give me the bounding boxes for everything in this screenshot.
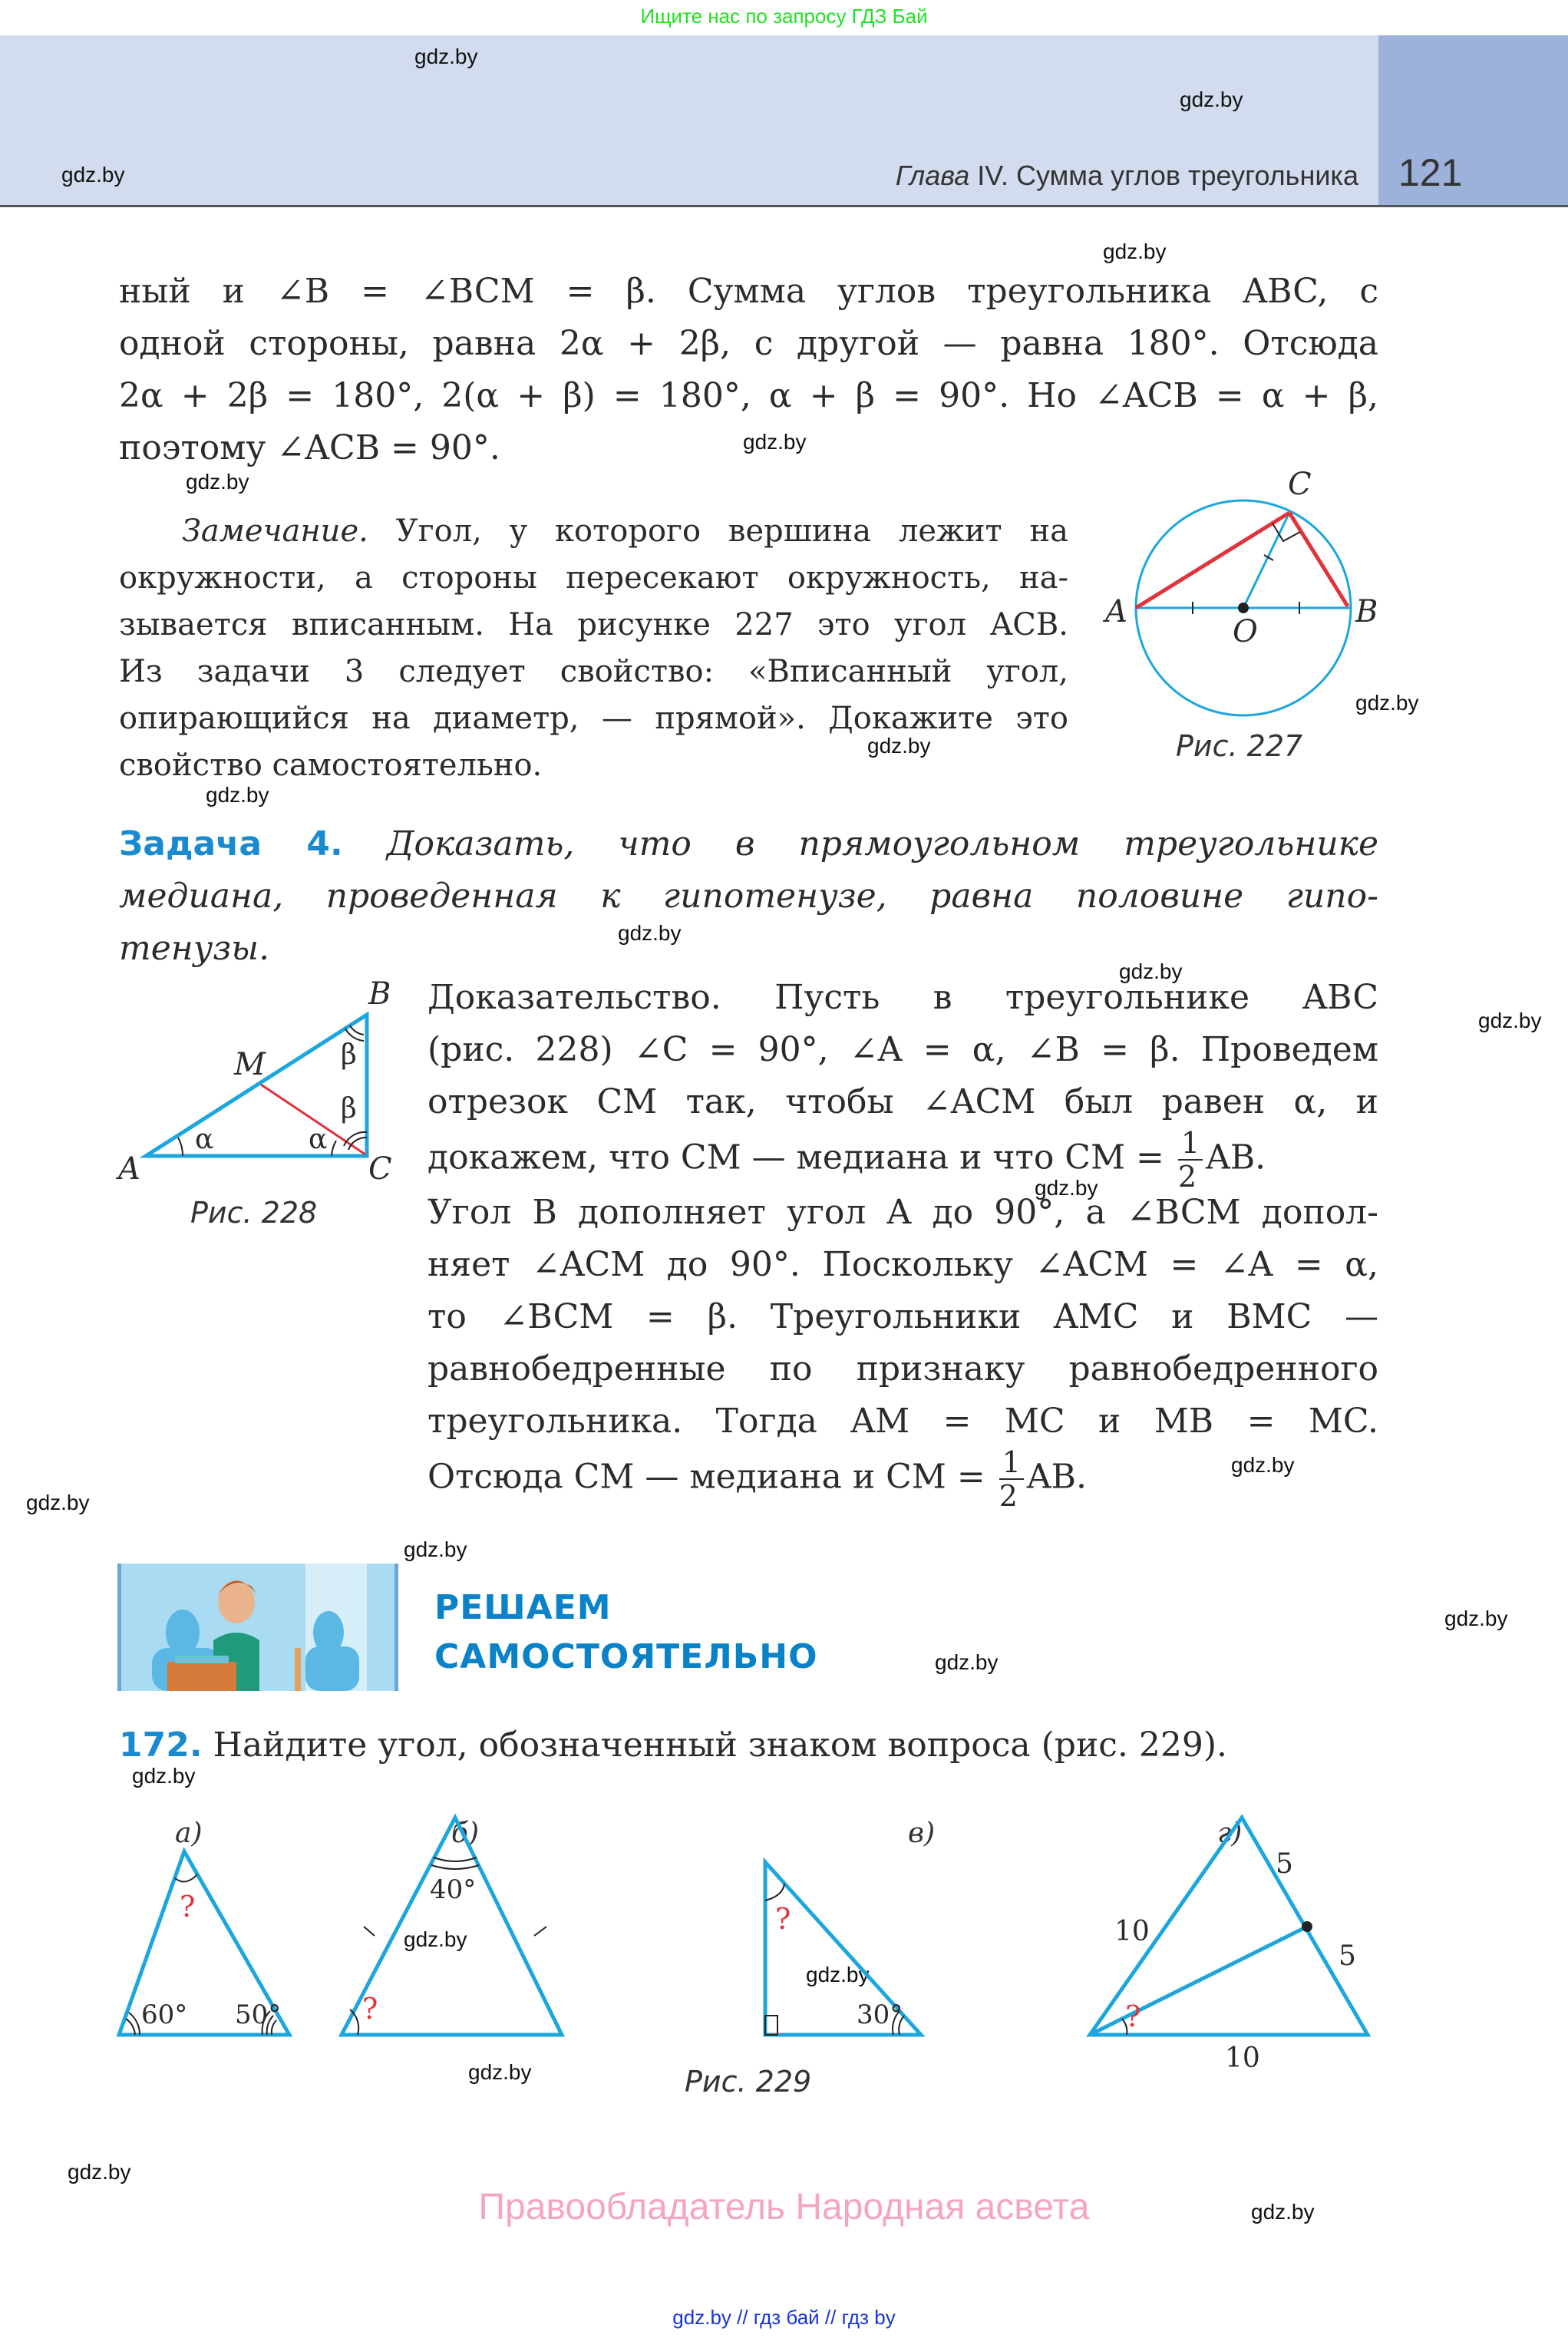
svg-text:O: O (1233, 614, 1258, 649)
watermark: gdz.by (206, 783, 269, 807)
figure-caption: Рис. 229 (685, 2065, 812, 2099)
student-at-desk-illustration (121, 1564, 387, 1691)
svg-text:10: 10 (1225, 2042, 1260, 2072)
watermark: gdz.by (1251, 2200, 1315, 2224)
proof-paragraph (427, 972, 1378, 1513)
text-line: (рис. 228) ∠C = 90°, ∠A = α, ∠B = β. Проведем (427, 1030, 1378, 1069)
text-line: тенузы. (119, 929, 270, 968)
svg-text:A: A (1105, 594, 1127, 629)
watermark: gdz.by (1478, 1009, 1542, 1032)
svg-text:B: B (368, 976, 391, 1012)
chapter-prefix: Глава (895, 160, 970, 191)
remark-label: Замечание. (182, 514, 368, 549)
text-line: поэтому ∠ACB = 90°. (119, 428, 500, 467)
text-line: Доказательство. Пусть в треугольнике ABC (427, 978, 1378, 1017)
figure-228 (107, 967, 430, 1243)
text-line: зывается вписанным. На рисунке 227 это угол ACB. (119, 607, 1068, 642)
watermark: gdz.by (1035, 1176, 1098, 1200)
text-line: то ∠BCM = β. Треугольники AMC и BMC — (427, 1297, 1378, 1336)
top-banner: Ищите нас по запросу ГДЗ Бай (640, 5, 928, 28)
text-line: опирающийся на диаметр, — прямой». Докажите это (119, 701, 1068, 736)
text-line: докажем, что CM — медиана и что CM = (427, 1138, 1175, 1177)
svg-text:10: 10 (1114, 1916, 1150, 1947)
header-divider (0, 205, 1568, 207)
watermark: gdz.by (414, 45, 478, 68)
fraction: $\frac{1}{2}$ (999, 1448, 1024, 1511)
fraction: $\frac{1}{2}$ (1178, 1128, 1203, 1191)
svg-text:?: ? (180, 1890, 196, 1924)
watermark: gdz.by (404, 1537, 467, 1561)
text-line: Из задачи 3 следует свойство: «Вписанный угол, (119, 654, 1068, 689)
section-title (434, 1583, 818, 1682)
svg-text:5: 5 (1339, 1940, 1356, 1972)
watermark: gdz.by (61, 163, 125, 187)
text-line: одной стороны, равна 2α + 2β, с другой — равна 180°. Отсюда (119, 324, 1378, 363)
watermark: gdz.by (1119, 959, 1183, 983)
watermark: gdz.by (1180, 88, 1243, 111)
watermark: gdz.by (26, 1491, 90, 1514)
svg-text:40°: 40° (430, 1874, 477, 1905)
svg-text:?: ? (1125, 2000, 1141, 2033)
svg-text:α: α (195, 1124, 214, 1155)
chapter-title (896, 160, 1358, 192)
watermark: gdz.by (68, 2160, 131, 2184)
watermark: gdz.by (1444, 1607, 1508, 1630)
svg-text:A: A (118, 1151, 140, 1187)
figure-caption: Рис. 228 (190, 1196, 318, 1230)
svg-text:30°: 30° (857, 2000, 903, 2030)
text-line: треугольника. Тогда AM = MC и MB = MC. (427, 1402, 1378, 1441)
text-line: ный и ∠B = ∠BCM = β. Сумма углов треугольника ABC, с (119, 272, 1378, 311)
svg-text:б): б) (451, 1818, 480, 1849)
svg-text:β: β (341, 1039, 357, 1071)
svg-text:а): а) (175, 1818, 203, 1849)
text-line: медиана, проведенная к гипотенузе, равна половине гипо- (119, 877, 1378, 916)
watermark: gdz.by (404, 1927, 467, 1951)
watermark: gdz.by (743, 430, 807, 454)
svg-text:5: 5 (1276, 1848, 1293, 1880)
watermark: gdz.by (186, 470, 249, 494)
watermark: gdz.by (1231, 1453, 1295, 1477)
svg-text:α: α (309, 1124, 328, 1155)
exercise-text: Найдите угол, обозначенный знаком вопроса (рис. 229). (202, 1725, 1228, 1765)
text-line: Доказать, что в прямоугольном треугольнике (342, 824, 1378, 864)
page-number: 121 (1398, 151, 1463, 194)
figure-227 (1090, 461, 1435, 783)
text-line: AB. (1206, 1138, 1266, 1177)
watermark: gdz.by (468, 2060, 532, 2084)
section-title-line: САМОСТОЯТЕЛЬНО (434, 1637, 818, 1676)
right-triangle-median-diagram (107, 967, 430, 1197)
remark-paragraph (119, 508, 1068, 789)
svg-text:?: ? (775, 1902, 791, 1936)
text-line: равнобедренные по признаку равнобедренного (427, 1349, 1378, 1389)
svg-text:г): г) (1217, 1818, 1243, 1849)
svg-text:?: ? (362, 1992, 378, 2026)
svg-text:C: C (368, 1151, 392, 1187)
figure-caption: Рис. 227 (1176, 729, 1303, 763)
text-line: Угол B дополняет угол A до 90°, а ∠BCM допол- (427, 1193, 1378, 1232)
footer-links[interactable]: gdz.by // гдз бай // гдз by (672, 2306, 896, 2329)
text-line: Угол, у которого вершина лежит на (368, 514, 1068, 549)
text-line: окружности, а стороны пересекают окружность, на- (119, 560, 1068, 596)
text-line: Отсюда CM — медиана и CM = (427, 1457, 996, 1497)
svg-text:C: C (1288, 467, 1312, 502)
chapter-name: IV. Сумма углов треугольника (969, 160, 1358, 191)
exercise-172 (119, 1719, 1227, 1772)
copyright-notice: Правообладатель Народная асвета (478, 2187, 1090, 2227)
watermark: gdz.by (806, 1963, 870, 1986)
intro-paragraph (119, 266, 1378, 474)
text-line: няет ∠ACM до 90°. Поскольку ∠ACM = ∠A = α, (427, 1245, 1378, 1284)
text-line: отрезок CM так, чтобы ∠ACM был равен α, и (427, 1082, 1378, 1121)
watermark: gdz.by (1355, 691, 1419, 715)
watermark: gdz.by (1103, 239, 1167, 263)
text-line: свойство самостоятельно. (119, 748, 543, 783)
section-title-line: РЕШАЕМ (434, 1588, 612, 1627)
text-line: 2α + 2β = 180°, 2(α + β) = 180°, α + β = 90°. Но ∠ACB = α + β, (119, 376, 1378, 415)
exercise-number: 172. (119, 1725, 203, 1765)
triangles-diagram (107, 1796, 1412, 2072)
svg-text:M: M (234, 1047, 266, 1082)
svg-text:β: β (341, 1093, 357, 1124)
task-4 (119, 818, 1378, 975)
svg-text:B: B (1355, 594, 1378, 629)
watermark: gdz.by (618, 921, 682, 945)
task-label: Задача 4. (119, 824, 343, 864)
svg-text:в): в) (908, 1818, 935, 1849)
figure-229 (107, 1796, 1412, 2103)
watermark: gdz.by (867, 734, 931, 758)
watermark: gdz.by (935, 1650, 999, 1674)
text-line: AB. (1026, 1457, 1087, 1497)
section-illustration (117, 1564, 398, 1691)
svg-text:50°: 50° (235, 2000, 282, 2030)
svg-text:60°: 60° (141, 2000, 188, 2030)
watermark: gdz.by (132, 1764, 196, 1788)
